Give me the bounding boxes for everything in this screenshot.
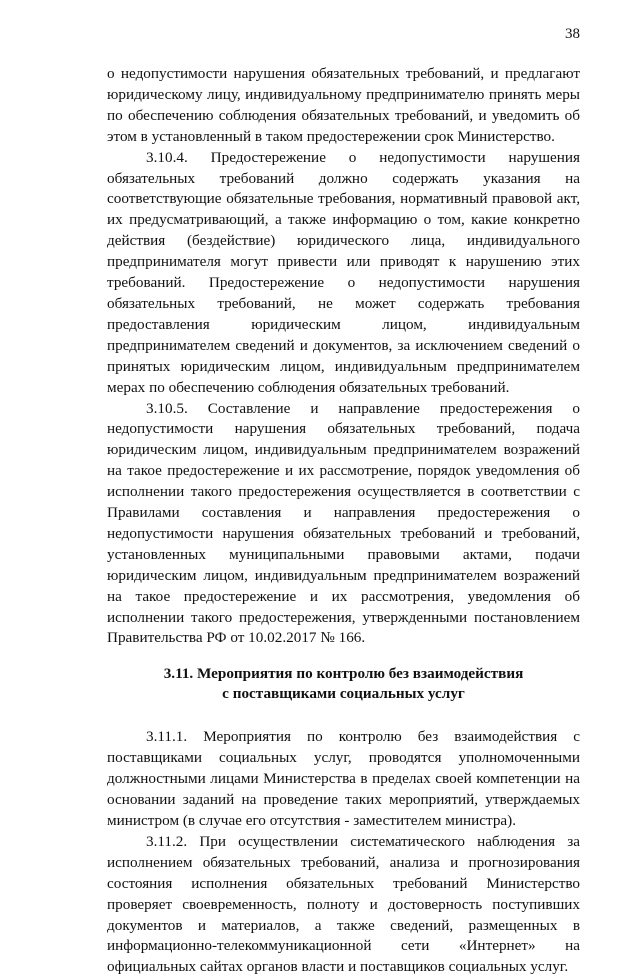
paragraph-3-11-1: 3.11.1. Мероприятия по контролю без взаимодействия с поставщиками социальных услуг, проводятся уполномоченными должностными лицами Министерства в пределах своей компетенции на основании заданий на проведение таких мероприятий, утверждаемых министром (в случае его отсутствия - заместителем министра). bbox=[107, 728, 580, 829]
paragraph-3-10-5: 3.10.5. Составление и направление предостережения о недопустимости нарушения обязательных требований, подача юридическим лицом, индивидуальным предпринимателем возражений на такое предостережение и их рассмотрение, порядок уведомления об исполнении такого предостережения осуществляется в соответствии с Правилами составления и направления предостережения о недопустимости нарушения обязательных требований и требований, установленных муниципальными правовыми актами, подачи юридическим лицом, индивидуальным предпринимателем возражений на такое предостережение и их рассмотрения, уведомления об исполнении такого предостережения, утвержденными постановлением Правительства РФ от 10.02.2017 № 166. bbox=[107, 399, 580, 647]
document-body bbox=[107, 64, 580, 978]
section-heading-3-11 bbox=[107, 664, 580, 704]
section-heading-line-1: 3.11. Мероприятия по контролю без взаимодействия bbox=[163, 665, 524, 683]
paragraph-3-11-2: 3.11.2. При осуществлении систематического наблюдения за исполнением обязательных требований, анализа и прогнозирования состояния исполнения обязательных требований Министерство проверяет своевременность, полноту и достоверность поступивших документов и материалов, а также сведений, размещенных в информационно-телекоммуникационной сети «Интернет» на официальных сайтах органов власти и поставщиков социальных услуг. bbox=[107, 832, 580, 976]
paragraph-continuation: о недопустимости нарушения обязательных требований, и предлагают юридическому лицу, индивидуальному предпринимателю принять меры по обеспечению соблюдения обязательных требований, и уведомить об этом в установленный в таком предостережении срок Министерство. bbox=[107, 65, 580, 145]
paragraph-3-10-4: 3.10.4. Предостережение о недопустимости нарушения обязательных требований должно содержать указания на соответствующие обязательные требования, нормативный правовой акт, их предусматривающий, а также информацию о том, какие конкретно действия (бездействие) юридического лица, индивидуального предпринимателя могут привести или приводят к нарушению этих требований. Предостережение о недопустимости нарушения обязательных требований, не может содержать требования предоставления юридическим лицом, индивидуальным предпринимателем сведений и документов, за исключением сведений о принятых юридическим лицом, индивидуальным предпринимателем мерах по обеспечению соблюдения обязательных требований. bbox=[107, 148, 580, 396]
section-heading-line-2: с поставщиками социальных услуг bbox=[222, 685, 465, 703]
page-number: 38 bbox=[565, 26, 580, 42]
